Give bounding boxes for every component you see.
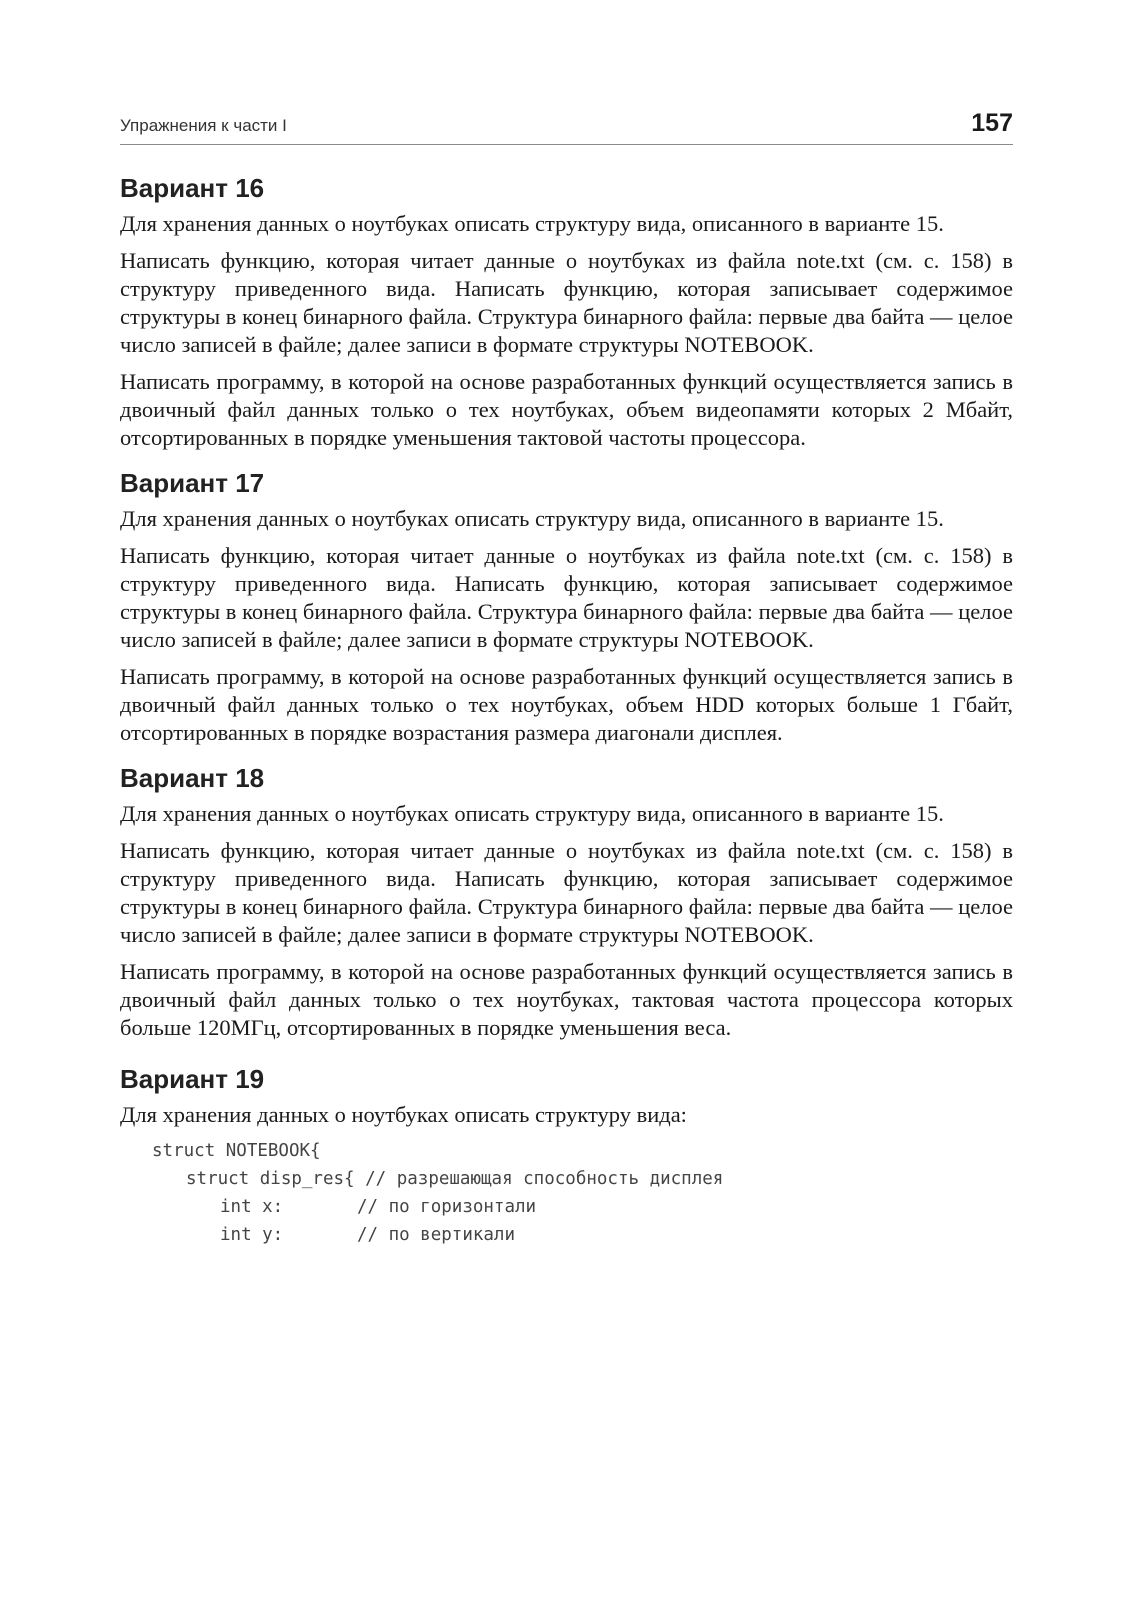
code-line: struct disp_res{ // разрешающая способность дисплея: [186, 1169, 724, 1189]
paragraph: Написать программу, в которой на основе разработанных функций осуществляется запись в двоичный файл данных только о тех ноутбуках, объем HDD которых больше 1 Гбайт, отсортированных в порядке возрастания размера диагонали дисплея.: [120, 664, 1013, 745]
variant-18-section: [120, 763, 1013, 1042]
paragraph: Для хранения данных о ноутбуках описать структуру вида, описанного в варианте 15.: [120, 211, 944, 236]
page-number: 157: [971, 109, 1013, 137]
running-header: [120, 108, 1013, 145]
paragraph: Для хранения данных о ноутбуках описать структуру вида, описанного в варианте 15.: [120, 506, 944, 531]
code-line: int x: // по горизонтали: [220, 1197, 537, 1217]
variant-heading: Вариант 16: [120, 173, 265, 203]
paragraph: Для хранения данных о ноутбуках описать структуру вида:: [120, 1102, 687, 1127]
document-page: [120, 108, 1013, 1249]
variant-heading: Вариант 17: [120, 468, 265, 498]
variant-19-section: [120, 1064, 1013, 1249]
paragraph: Написать программу, в которой на основе разработанных функций осуществляется запись в двоичный файл данных только о тех ноутбуках, тактовая частота процессора которых больше 120МГц, отсортированных в порядке уменьшения веса.: [120, 959, 1013, 1040]
variant-heading: Вариант 19: [120, 1064, 265, 1094]
paragraph: Написать функцию, которая читает данные о ноутбуках из файла note.txt (см. с. 158) в структуру приведенного вида. Написать функцию, которая записывает содержимое структуры в конец бинарного файла. Структура бинарного файла: первые два байта — целое число записей в файле; далее записи в формате структуры NOTEBOOK.: [120, 543, 1013, 652]
code-listing: [120, 1137, 1013, 1249]
paragraph: Для хранения данных о ноутбуках описать структуру вида, описанного в варианте 15.: [120, 801, 944, 826]
paragraph: Написать программу, в которой на основе разработанных функций осуществляется запись в двоичный файл данных только о тех ноутбуках, объем видеопамяти которых 2 Мбайт, отсортированных в порядке уменьшения тактовой частоты процессора.: [120, 369, 1013, 450]
paragraph: Написать функцию, которая читает данные о ноутбуках из файла note.txt (см. с. 158) в структуру приведенного вида. Написать функцию, которая записывает содержимое структуры в конец бинарного файла. Структура бинарного файла: первые два байта — целое число записей в файле; далее записи в формате структуры NOTEBOOK.: [120, 838, 1013, 947]
running-title: Упражнения к части I: [120, 116, 287, 135]
variant-16-section: [120, 173, 1013, 452]
variant-17-section: [120, 468, 1013, 747]
paragraph: Написать функцию, которая читает данные о ноутбуках из файла note.txt (см. с. 158) в структуру приведенного вида. Написать функцию, которая записывает содержимое структуры в конец бинарного файла. Структура бинарного файла: первые два байта — целое число записей в файле; далее записи в формате структуры NOTEBOOK.: [120, 248, 1013, 357]
code-line: struct NOTEBOOK{: [152, 1141, 321, 1161]
code-line: int y: // по вертикали: [220, 1225, 516, 1245]
variant-heading: Вариант 18: [120, 763, 265, 793]
